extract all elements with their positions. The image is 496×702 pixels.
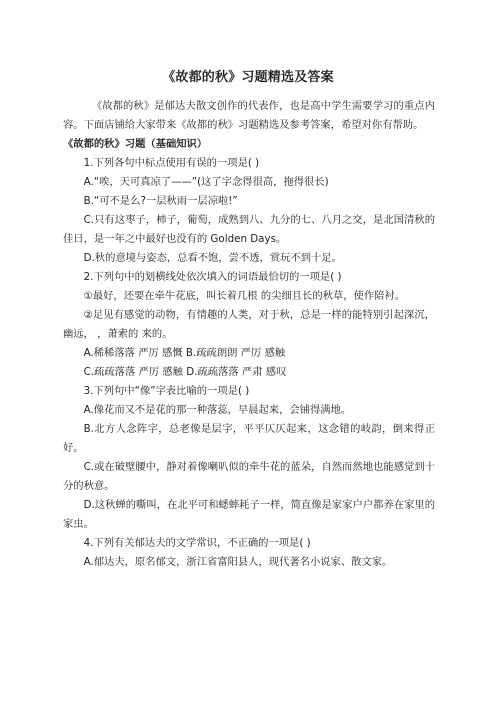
option-1c: C.只有这枣子，柿子，葡萄，成熟到八、九分的七、八月之交，是北国清秋的佳日，是一年之中最好也没有的 Golden Days。 [63,214,435,245]
question-2-sentence-1: ①最好，还要在牵牛花底，叫长着几根 的尖细且长的秋草，使作陪衬。 [83,290,406,302]
intro-paragraph: 《故都的秋》是郁达夫散文创作的代表作，也是高中学生需要学习的重点内容。下面店铺给大家带来《故都的秋》习题精选及参考答案，希望对你有帮助。 [63,100,435,131]
option-1b: B.“可不是么?一层秋雨一层凉啦!” [83,195,238,207]
option-3a: A.像花而又不是花的那一种落蕊，早晨起来，会铺得满地。 [83,404,352,416]
option-2cd: C.疏疏落落 严厉 感触 D.疏疏落落 严肃 感叹 [83,366,287,378]
question-2-sentence-2: ②足见有感觉的动物，有情趣的人类，对于秋，总是一样的能特别引起深沉，幽远， ，萧索的 来的。 [63,309,435,340]
question-4: 4.下列有关郁达夫的文学常识，不正确的一项是( ) [83,537,311,549]
option-3d: D.这秋蝉的嘶叫，在北平可和蟋蟀耗子一样，简直像是家家户户都养在家里的家虫。 [63,499,435,530]
option-3b: B.北方人念阵字，总老像是层字，平平仄仄起来，这念错的岐韵，倒来得正好。 [63,423,435,454]
document-body [63,97,435,572]
option-3c: C.或在破壁腰中，静对着像喇叭似的牵牛花的蓝朵，自然而然地也能感觉到十分的秋意。 [63,461,435,492]
section-heading: 《故都的秋》习题（基础知识） [63,138,208,150]
option-4a: A.郁达夫，原名郁文，浙江省富阳县人，现代著名小说家、散文家。 [83,556,393,568]
option-2ab: A.稀稀落落 严厉 感慨 B.疏疏朗朗 严厉 感触 [83,347,286,359]
document-title: 《故都的秋》习题精选及答案 [162,70,334,85]
question-3: 3.下列句中“像”字表比喻的一项是( ) [83,385,250,397]
option-1d: D.秋的意境与姿态，总看不饱，尝不透，赏玩不到十足。 [83,252,342,264]
option-1a: A.“唉，天可真凉了——”(这了字念得很高，拖得很长) [83,176,329,188]
question-1: 1.下列各句中标点使用有误的一项是( ) [83,157,260,169]
question-2: 2.下列句中的划横线处依次填入的词语最恰切的一项是( ) [83,271,342,283]
